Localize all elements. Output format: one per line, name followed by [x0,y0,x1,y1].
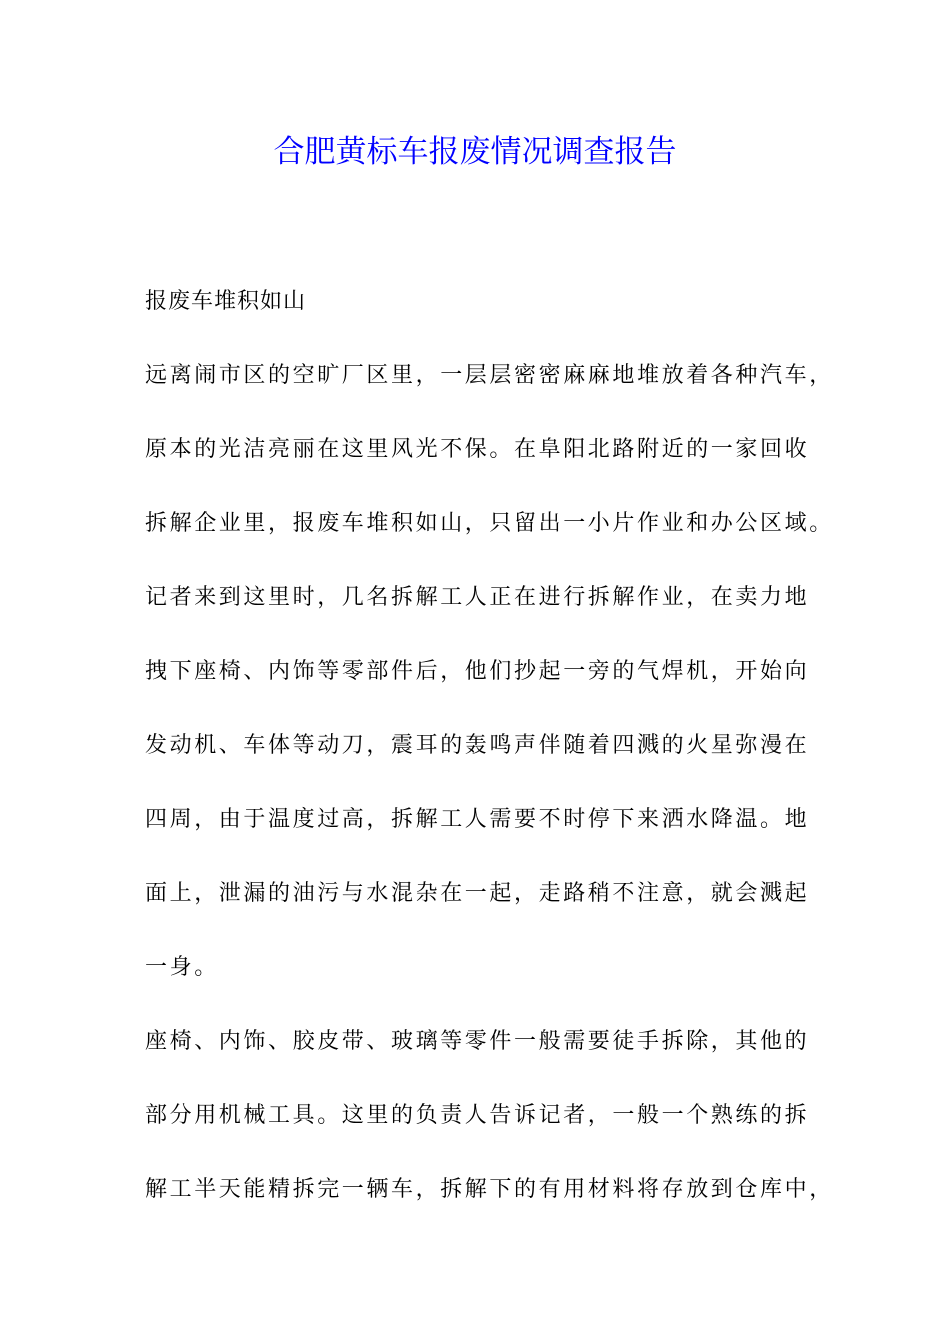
section-heading-text: 报废车堆积如山 [145,289,307,314]
paragraph-line: 拽下座椅、内饰等零部件后，他们抄起一旁的气焊机，开始向 [145,659,810,684]
paragraph-line: 拆解企业里，报废车堆积如山，只留出一小片作业和办公区域。 [145,511,834,536]
paragraph-line: 部分用机械工具。这里的负责人告诉记者，一般一个熟练的拆 [145,1103,810,1128]
paragraph-line: 面上，泄漏的油污与水混杂在一起，走路稍不注意，就会溅起 [145,881,810,906]
paragraph-line: 四周，由于温度过高，拆解工人需要不时停下来洒水降温。地 [145,807,810,832]
paragraph-line: 记者来到这里时，几名拆解工人正在进行拆解作业，在卖力地 [145,585,810,610]
paragraph-1 [145,339,834,1005]
paragraph-line: 解工半天能精拆完一辆车，拆解下的有用材料将存放到仓库中， [145,1177,834,1202]
paragraph-line: 一身。 [145,955,219,980]
paragraph-line: 发动机、车体等动刀，震耳的轰鸣声伴随着四溅的火星弥漫在 [145,733,810,758]
document-body [145,265,834,1227]
paragraph-2 [145,1005,834,1227]
section-heading [145,265,813,339]
paragraph-line: 原本的光洁亮丽在这里风光不保。在阜阳北路附近的一家回收 [145,437,810,462]
document-title: 合肥黄标车报废情况调查报告 [273,134,677,170]
paragraph-line: 座椅、内饰、胶皮带、玻璃等零件一般需要徒手拆除，其他的 [145,1029,810,1054]
paragraph-line: 远离闹市区的空旷厂区里，一层层密密麻麻地堆放着各种汽车， [145,363,834,388]
